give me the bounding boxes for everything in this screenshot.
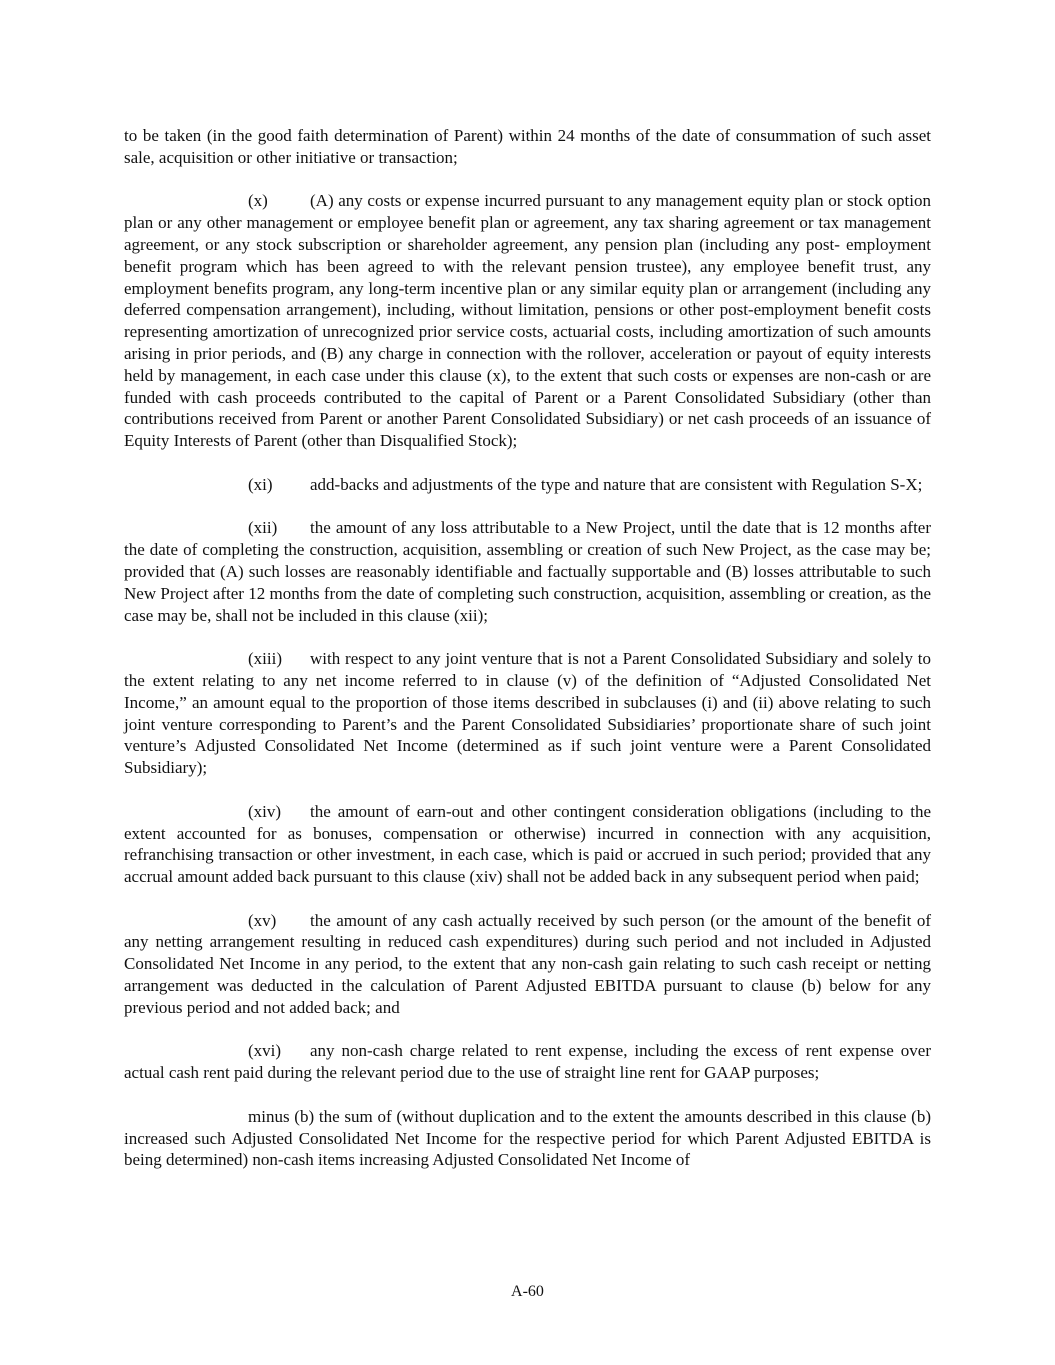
continuation-paragraph: to be taken (in the good faith determination of Parent) within 24 months of the date of consummation of such asset sale, acquisition or other initiative or transaction; [124, 126, 931, 167]
clause-xiii [124, 648, 931, 779]
clause-number: (xv) [248, 910, 277, 930]
clause-text: any non-cash charge related to rent expense, including the excess of rent expense over actual cash rent paid during the relevant period due to the use of straight line rent for GAAP purposes; [124, 1041, 931, 1083]
clause-xiv [124, 801, 931, 888]
clause-number: (xi) [248, 474, 273, 494]
clause-xi [124, 474, 931, 496]
clause-number: (xiii) [248, 649, 282, 669]
document-body [124, 125, 931, 1193]
clause-text: the amount of any cash actually received by such person (or the amount of the benefit of any netting arrangement resulting in reduced cash expenditures) during such period and not included in Adjusted Consolidated Net Income in any period, to the extent that any non-cash gain relating to such cash receipt or netting arrangement was deducted in the calculation of Parent Adjusted EBITDA pursuant to clause (b) below for any previous period and not added back; and [124, 910, 931, 1017]
clause-xii [124, 517, 931, 626]
clause-text: (A) any costs or expense incurred pursuant to any management equity plan or stock option plan or any other management or employee benefit plan or agreement, any tax sharing agreement or tax management agreement, or any stock subscription or shareholder agreement, any pension plan (including any post- employment benefit program which has been agreed to with the relevant pension trustee), any employee benefit trust, any employment benefits program, any long-term incentive plan or any similar equity plan or arrangement (including any deferred compensation arrangement), including, without limitation, pensions or other post-employment benefit costs representing amortization of unrecognized prior service costs, actuarial costs, including amortization of such amounts arising in prior periods, and (B) any charge in connection with the rollover, acceleration or payout of equity interests held by management, in each case under this clause (x), to the extent that such costs or expenses are non-cash or are funded with cash proceeds contributed to the capital of Parent or a Parent Consolidated Subsidiary (other than contributions received from Parent or another Parent Consolidated Subsidiary) or net cash proceeds of an issuance of Equity Interests of Parent (other than Disqualified Stock); [124, 191, 931, 451]
clause-text: add-backs and adjustments of the type and nature that are consistent with Regulation S-X; [310, 474, 923, 494]
clause-text: the amount of any loss attributable to a New Project, until the date that is 12 months after the date of completing the construction, acquisition, assembling or creation of such New Project, as the case may be; provided that (A) such losses are reasonably identifiable and factually supportable and (B) losses attributable to such New Project after 12 months from the date of completing such construction, acquisition, assembling or creation, as the case may be, shall not be included in this clause (xii); [124, 518, 931, 625]
clause-xv [124, 910, 931, 1019]
clause-x [124, 190, 931, 452]
page-number: A-60 [511, 1283, 544, 1300]
clause-xvi [124, 1040, 931, 1084]
clause-number: (xiv) [248, 801, 282, 821]
minus-paragraph [124, 1106, 931, 1171]
clause-number: (xii) [248, 518, 278, 538]
minus-paragraph-text: minus (b) the sum of (without duplication and to the extent the amounts described in this clause (b) increased such Adjusted Consolidated Net Income for the respective period for which Parent Adjusted EBITDA is being determined) non-cash items increasing Adjusted Consolidated Net Income of [124, 1106, 931, 1170]
clause-text: with respect to any joint venture that is not a Parent Consolidated Subsidiary and solely to the extent relating to any net income referred to in clause (v) of the definition of “Adjusted Consolidated Net Income,” an amount equal to the proportion of those items described in subclauses (i) and (ii) above relating to such joint venture corresponding to Parent’s and the Parent Consolidated Subsidiaries’ proportionate share of such joint venture’s Adjusted Consolidated Net Income (determined as if such joint venture were a Parent Consolidated Subsidiary); [124, 649, 931, 778]
clause-number: (x) [248, 191, 268, 211]
clause-text: the amount of earn-out and other contingent consideration obligations (including to the extent accounted for as bonuses, compensation or otherwise) incurred in connection with any acquisition, refranchising transaction or other investment, in each case, which is paid or accrued in such period; provided that any accrual amount added back pursuant to this clause (xiv) shall not be added back in any subsequent period when paid; [124, 801, 931, 887]
clause-number: (xvi) [248, 1041, 282, 1061]
